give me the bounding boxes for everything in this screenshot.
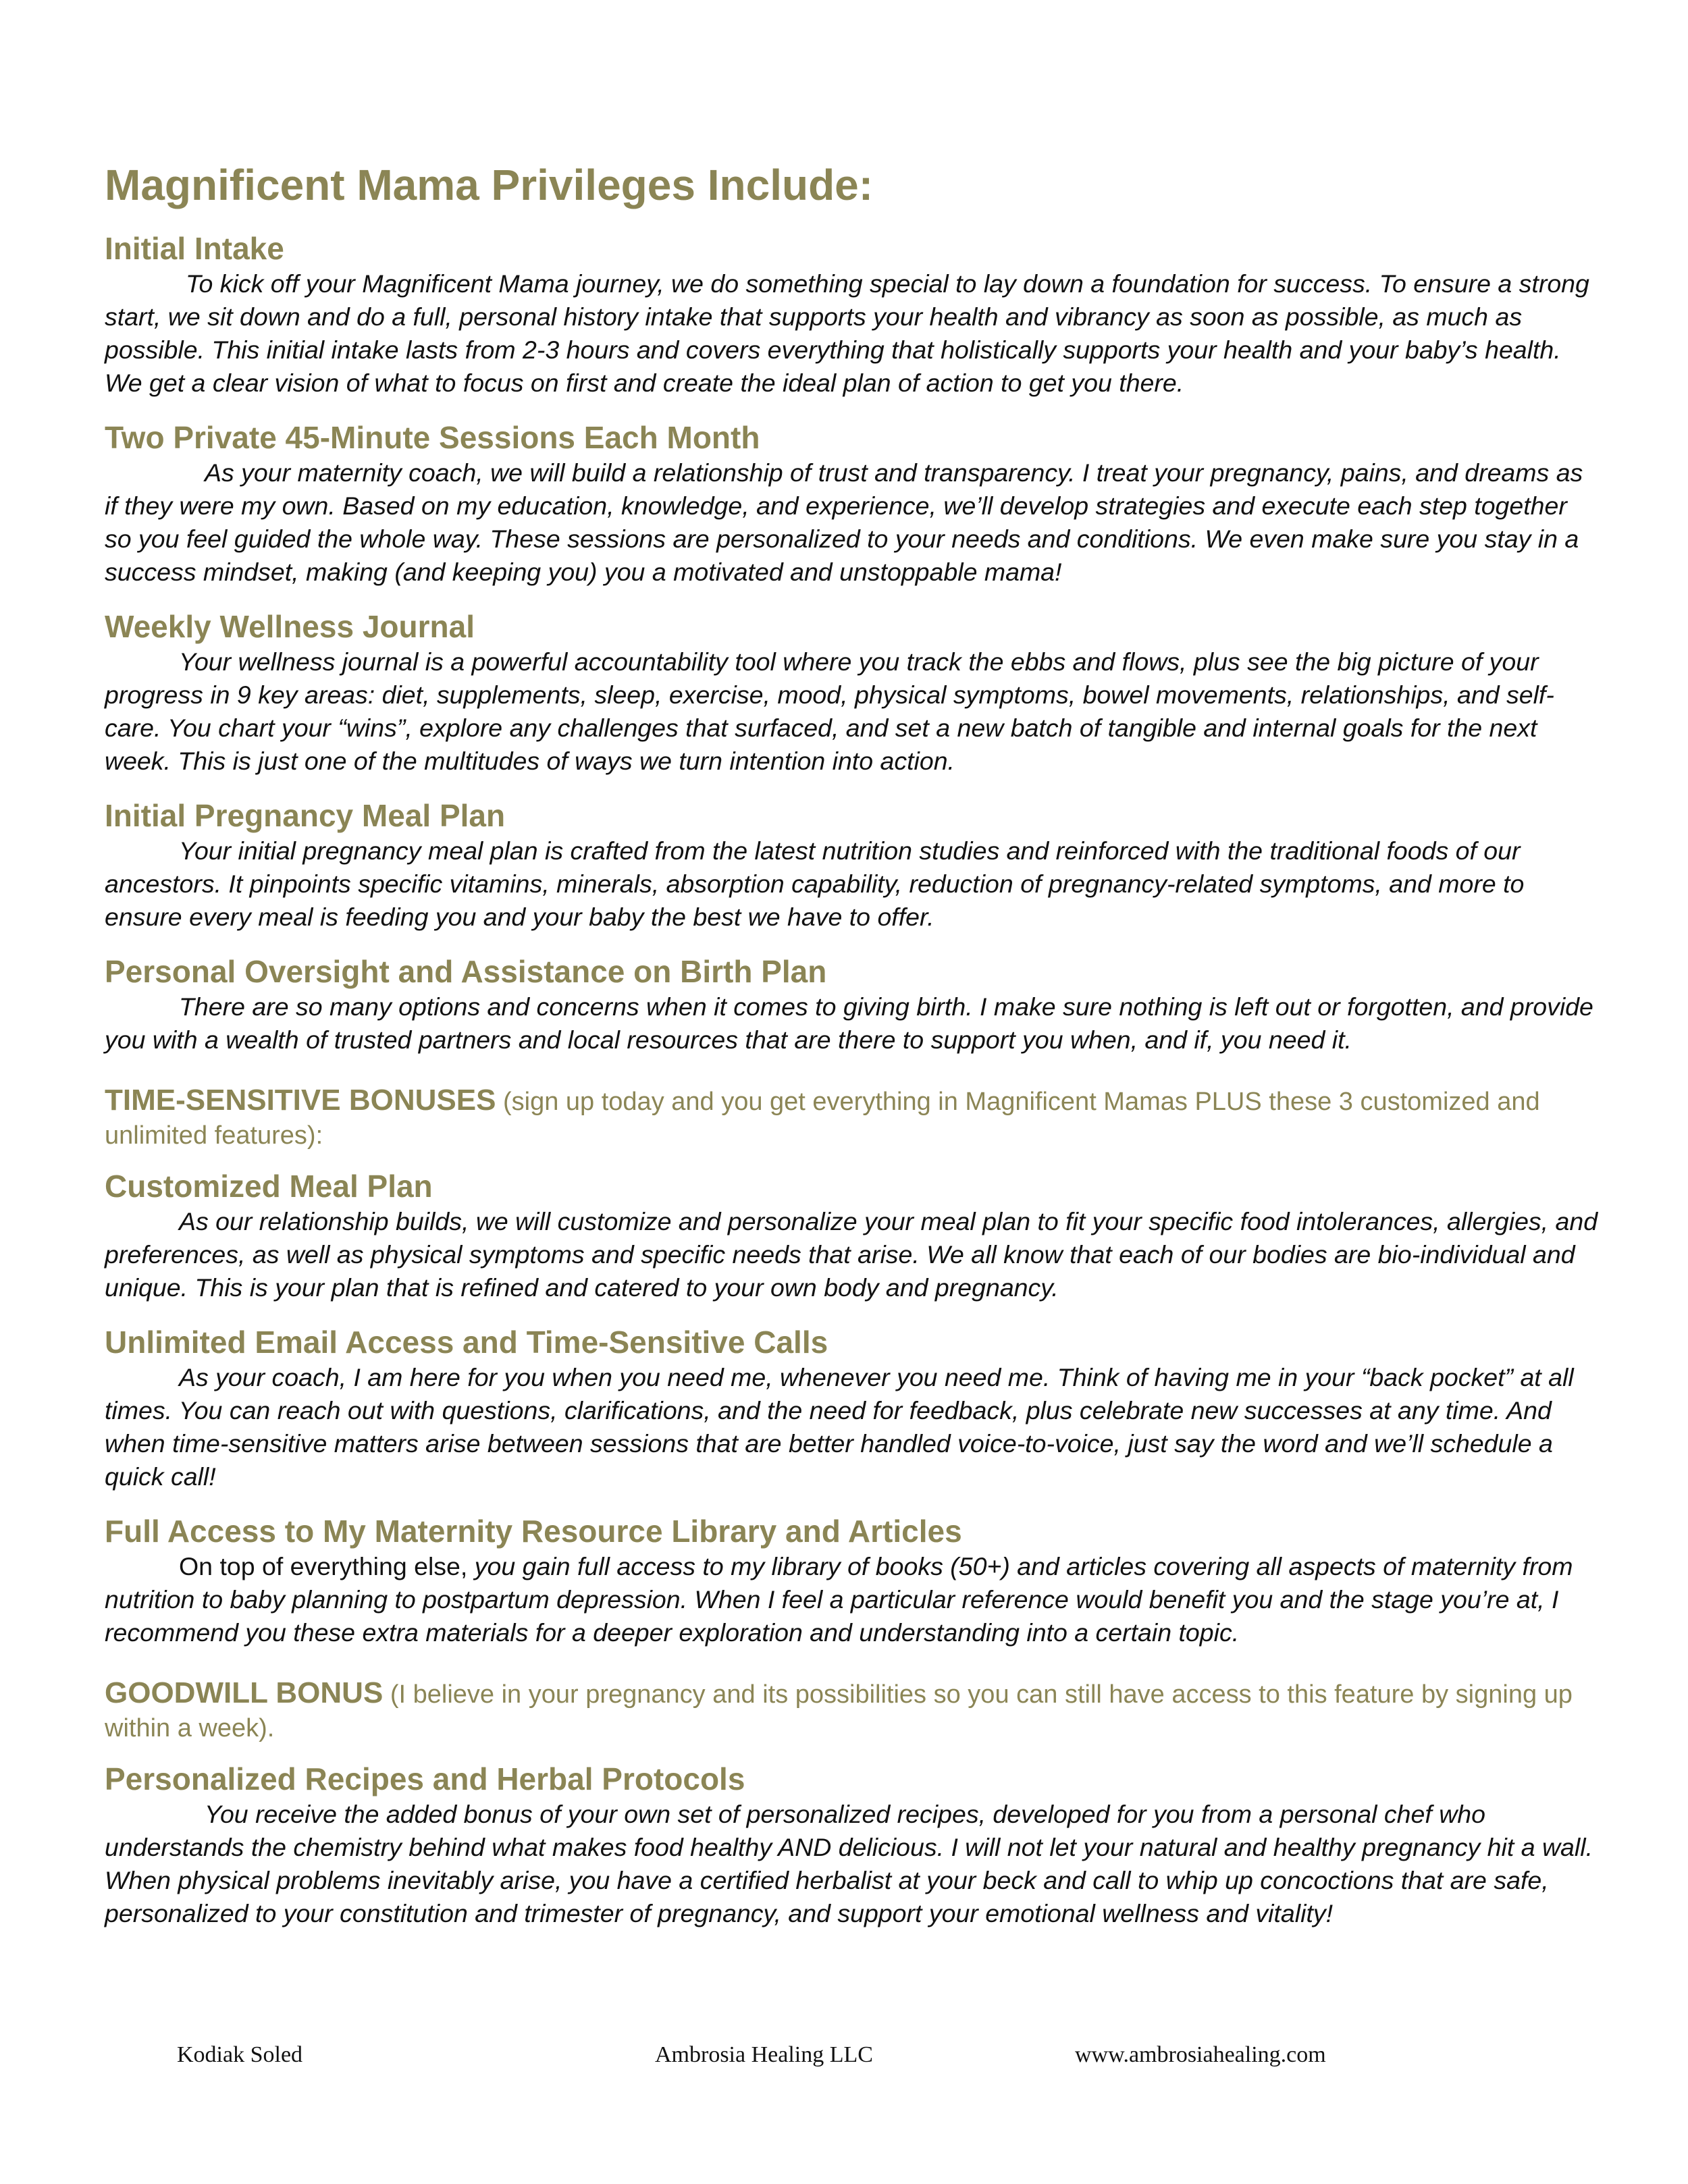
- time-sensitive-bonuses-heading: [105, 1084, 1600, 1152]
- section-body: Your initial pregnancy meal plan is crafted from the latest nutrition studies and reinforced with the traditional foods of our ancestors. It pinpoints specific vitamins, minerals, absorption capability, reduction of pregnancy-related symptoms, and more to ensure every meal is feeding you and your baby the best we have to offer.: [105, 836, 1525, 931]
- bonus-label: TIME-SENSITIVE BONUSES: [105, 1084, 496, 1117]
- footer-website: www.ambrosiahealing.com: [1075, 2042, 1326, 2067]
- footer-author: Kodiak Soled: [177, 2042, 303, 2067]
- section-birth-plan: [105, 953, 1600, 1057]
- section-heading: Unlimited Email Access and Time-Sensitive Calls: [105, 1325, 828, 1360]
- footer-company: Ambrosia Healing LLC: [655, 2042, 873, 2067]
- section-body: As your maternity coach, we will build a relationship of trust and transparency. I treat your pregnancy, pains, and dreams as if they were my own. Based on my education, knowledge, and experience, we’ll develop strategies and execute each step together so you feel guided the whole way. These sessions are personalized to your needs and conditions. We even make sure you stay in a success mindset, making (and keeping you) you a motivated and unstoppable mama!: [105, 458, 1583, 586]
- section-private-sessions: [105, 419, 1600, 589]
- bonus-note: (I believe in your pregnancy and its possibilities so you can still have access to this feature by signing up within a week).: [105, 1680, 1573, 1742]
- section-body: As your coach, I am here for you when you need me, whenever you need me. Think of having me in your “back pocket” at all times. You can reach out with questions, clarifications, and the need for feedback, plus celebrate new successes at any time. And when time-sensitive matters arise between sessions that are better handled voice-to-voice, just say the word and we’ll schedule a quick call!: [105, 1363, 1574, 1491]
- section-meal-plan: [105, 797, 1600, 934]
- goodwill-bonus-heading: [105, 1676, 1600, 1745]
- section-heading: Customized Meal Plan: [105, 1169, 433, 1204]
- section-resource-library: [105, 1512, 1600, 1649]
- section-body-lead: On top of everything else,: [179, 1552, 475, 1580]
- page-title: Magnificent Mama Privileges Include:: [105, 161, 874, 209]
- section-initial-intake: [105, 230, 1600, 400]
- section-body: You receive the added bonus of your own set of personalized recipes, developed for you from a personal chef who understands the chemistry behind what makes food healthy AND delicious. I will not let your natural and healthy pregnancy hit a wall. When physical problems inevitably arise, you have a certified herbalist at your beck and call to whip up concoctions that are safe, personalized to your constitution and trimester of pregnancy, and support your emotional wellness and vitality!: [105, 1800, 1593, 1927]
- page-footer: [0, 2042, 1688, 2083]
- section-email-access: [105, 1323, 1600, 1493]
- section-body-rest: you gain full access to my library of books (50+) and articles covering all aspects of maternity from nutrition to baby planning to postpartum depression. When I feel a particular reference would benefit you and the stage you’re at, I recommend you these extra materials for a deeper exploration and understanding into a certain topic.: [105, 1552, 1573, 1647]
- section-body: Your wellness journal is a powerful accountability tool where you track the ebbs and flows, plus see the big picture of your progress in 9 key areas: diet, supplements, sleep, exercise, mood, physical symptoms, bowel movements, relationships, and self-care. You chart your “wins”, explore any challenges that surfaced, and set a new batch of tangible and internal goals for the next week. This is just one of the multitudes of ways we turn intention into action.: [105, 647, 1554, 775]
- section-heading: Two Private 45-Minute Sessions Each Month: [105, 420, 760, 455]
- section-recipes-herbal: [105, 1760, 1600, 1930]
- section-customized-meal-plan: [105, 1167, 1600, 1304]
- bonus-label: GOODWILL BONUS: [105, 1676, 384, 1709]
- section-heading: Full Access to My Maternity Resource Library and Articles: [105, 1514, 962, 1549]
- section-body: To kick off your Magnificent Mama journey, we do something special to lay down a foundation for success. To ensure a strong start, we sit down and do a full, personal history intake that supports your health and vibrancy as soon as possible, as much as possible. This initial intake lasts from 2-3 hours and covers everything that holistically supports your health and your baby’s health. We get a clear vision of what to focus on first and create the ideal plan of action to get you there.: [105, 269, 1589, 397]
- section-heading: Personal Oversight and Assistance on Birth Plan: [105, 954, 827, 989]
- section-wellness-journal: [105, 608, 1600, 778]
- section-body: As our relationship builds, we will customize and personalize your meal plan to fit your specific food intolerances, allergies, and preferences, as well as physical symptoms and specific needs that arise. We all know that each of our bodies are bio-individual and unique. This is your plan that is refined and catered to your own body and pregnancy.: [105, 1207, 1598, 1302]
- document-page: [105, 159, 1600, 1949]
- section-heading: Initial Pregnancy Meal Plan: [105, 798, 506, 833]
- section-body: [105, 1550, 1600, 1649]
- section-heading: Personalized Recipes and Herbal Protocols: [105, 1761, 745, 1796]
- section-body: There are so many options and concerns when it comes to giving birth. I make sure nothing is left out or forgotten, and provide you with a wealth of trusted partners and local resources that are there to support you when, and if, you need it.: [105, 992, 1593, 1054]
- section-heading: Initial Intake: [105, 231, 284, 266]
- bonus-note: (sign up today and you get everything in Magnificent Mamas PLUS these 3 customized and unlimited features):: [105, 1088, 1540, 1150]
- section-heading: Weekly Wellness Journal: [105, 609, 475, 644]
